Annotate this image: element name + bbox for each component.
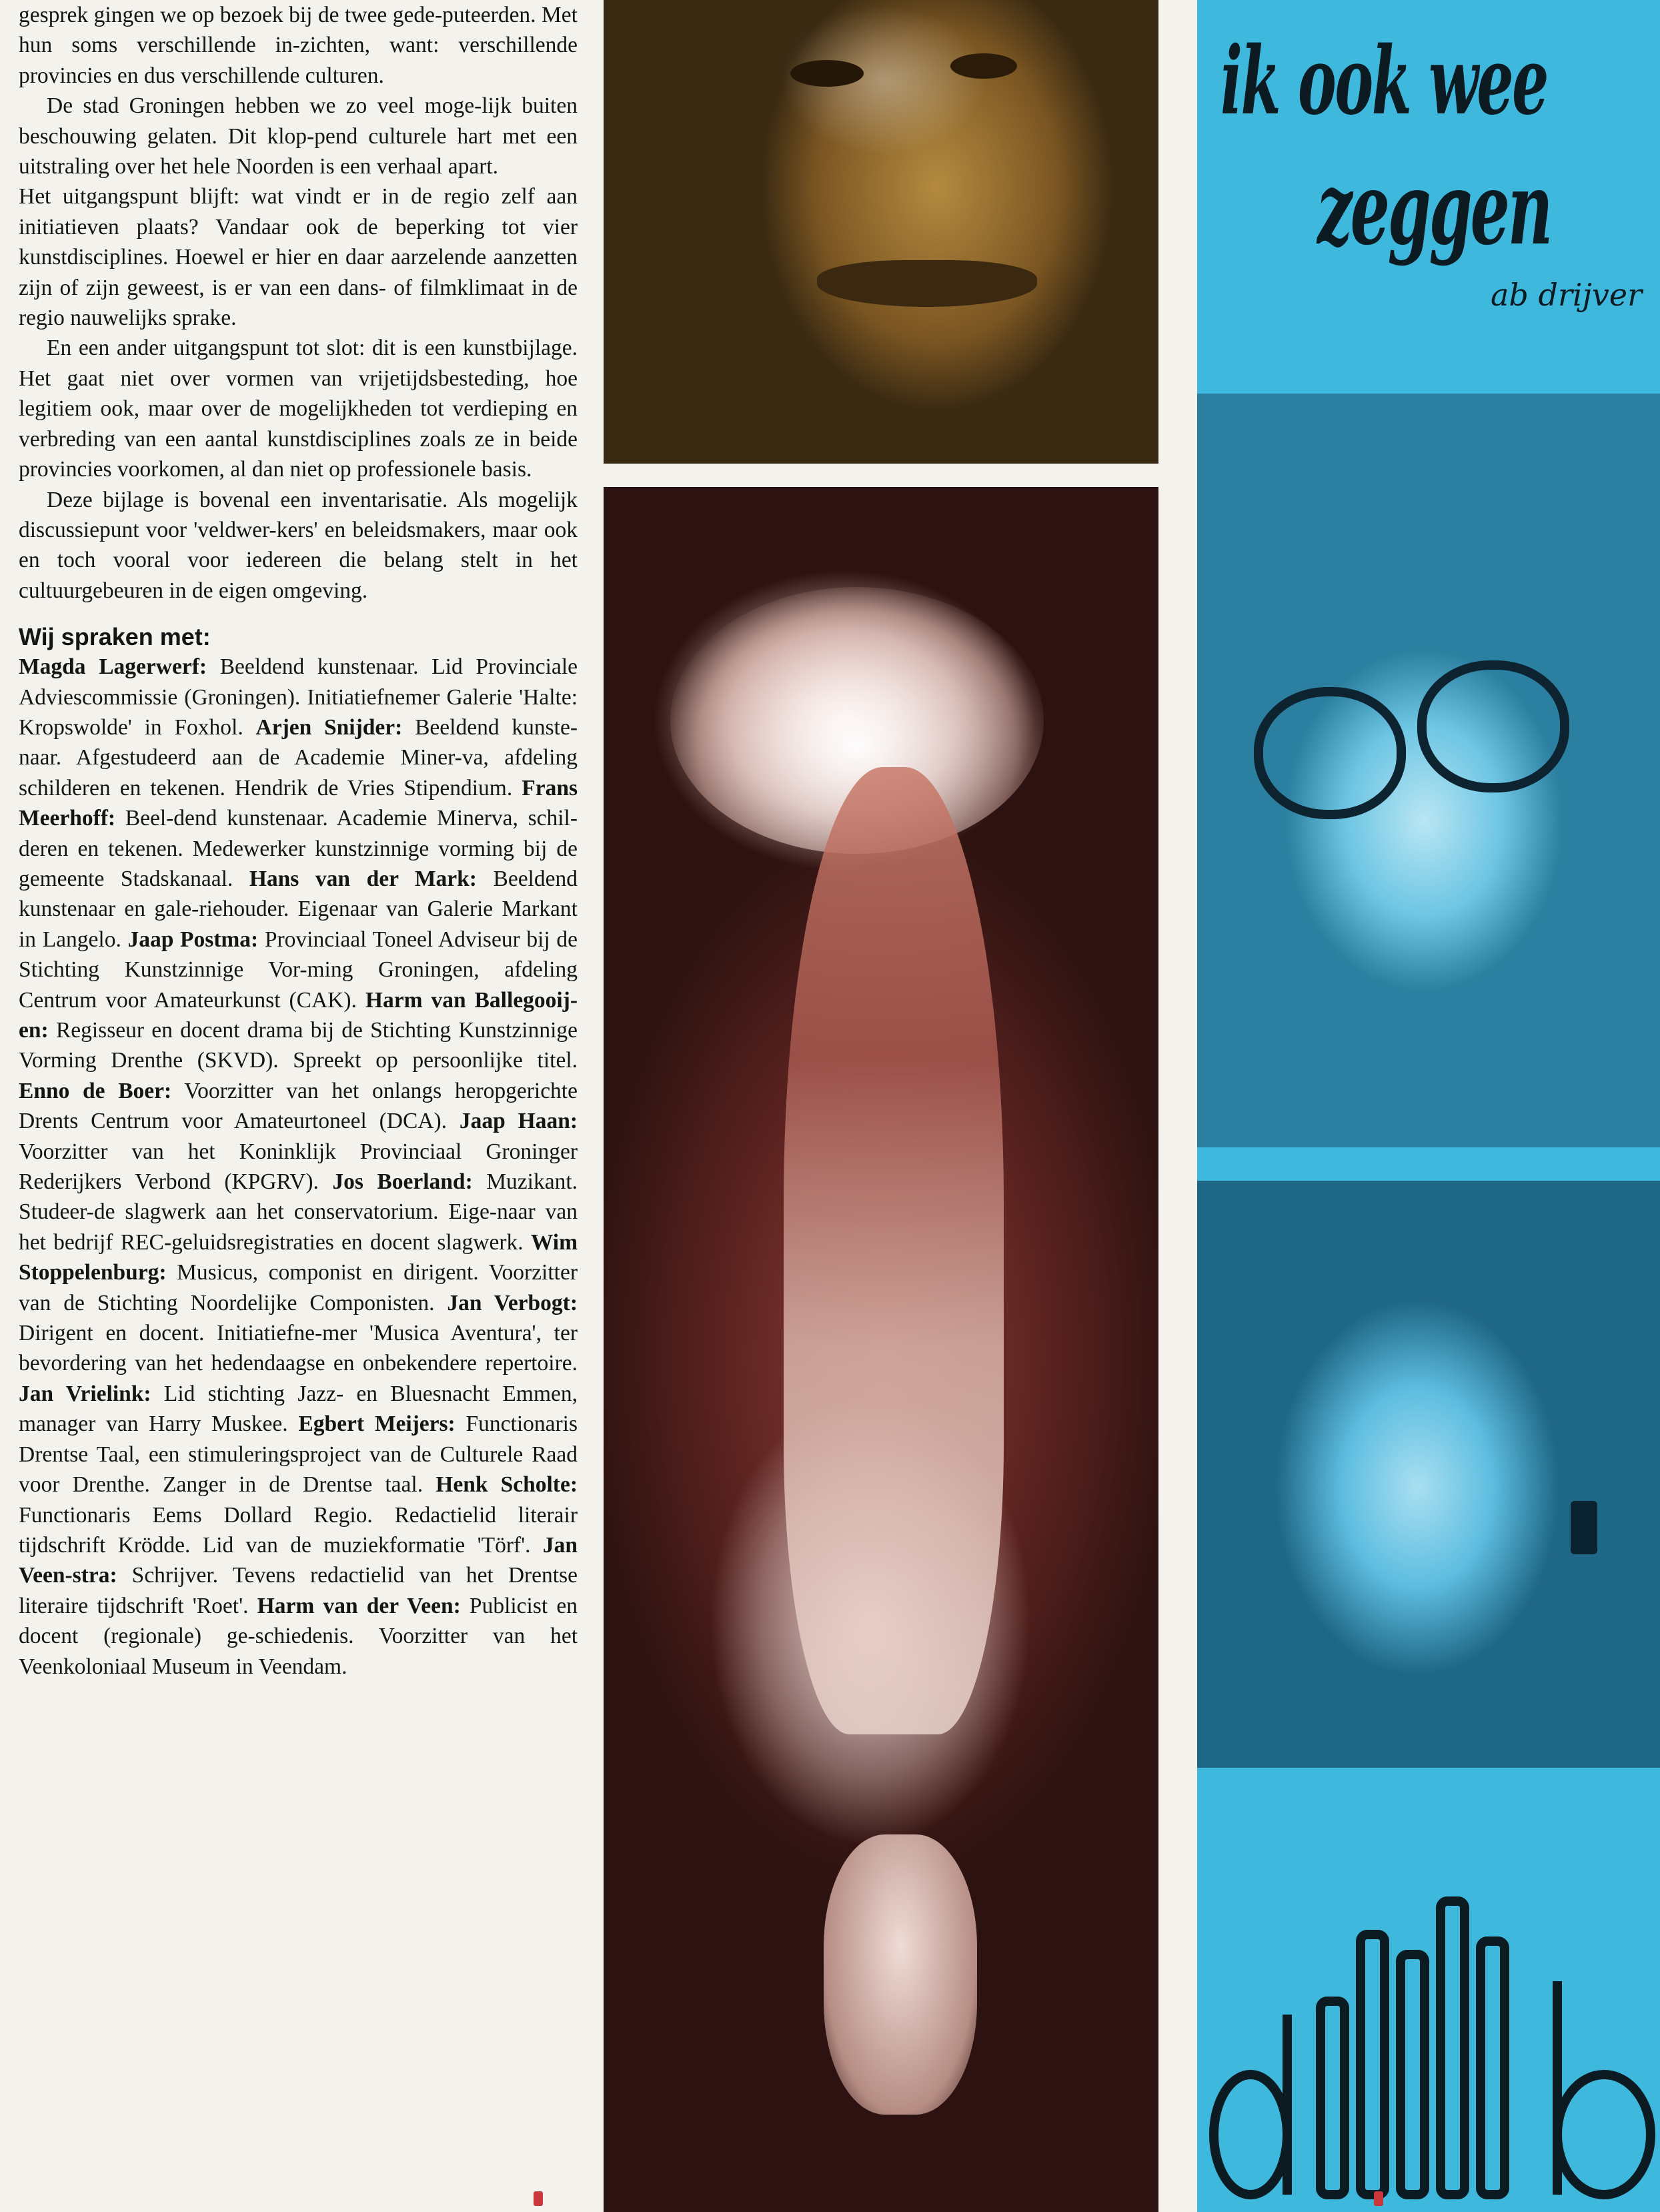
person-name: Jan Vrielink: [19, 1381, 151, 1406]
person-description: Voorzitter van het Koninklijk Provinciaal Groninger Rederijkers Verbond (KPGRV). [19, 1139, 578, 1195]
byline: ab drijver [1491, 277, 1643, 313]
people-list [19, 652, 578, 1682]
article-column [19, 0, 578, 2212]
person-name: Magda Lagerwerf: [19, 654, 207, 680]
people-heading: Wij spraken met: [19, 623, 211, 651]
person-name: Frans Meerhoff: [19, 775, 578, 831]
title-line-3: zeggen [1317, 150, 1551, 267]
person-name: Harm van der Veen: [257, 1593, 461, 1618]
person-description: Beel-dend kunstenaar. Academie Minerva, schil-deren en tekenen. Medewerker kunstzinnige vorming bij de gemeente Stadskanaal. [19, 806, 578, 891]
person-name: Enno de Boer: [19, 1078, 172, 1103]
dancer-pointe-shoe [824, 1834, 977, 2115]
woman-glasses-photo [1197, 394, 1660, 1147]
person-description: Regisseur en docent drama bij de Stichting Kunstzinnige Vorming Drenthe (SKVD). Spreekt op persoonlijke titel. [19, 1018, 578, 1073]
person-name: Hans van der Mark: [249, 866, 477, 891]
person-description: Musicus, componist en dirigent. Voorzitter van de Stichting Noordelijke Componisten. [19, 1260, 578, 1315]
portrait-moustache [817, 260, 1037, 307]
portrait-eye-left [790, 60, 864, 87]
person-description: Publicist en docent (regionale) ge-schiedenis. Voorzitter van het Veenkoloniaal Museum in Veendam. [19, 1593, 578, 1679]
person-name: Arjen Snijder: [255, 714, 403, 740]
person-description: Beeldend kunste-naar. Afgestudeerd aan de Academie Miner-va, afdeling schilderen en tekenen. Hendrik de Vries Stipendium. [19, 714, 578, 800]
earring [1571, 1501, 1597, 1554]
person-description: Beeldend kunstenaar. Lid Provinciale Adviescommissie (Groningen). Initiatiefnemer Galerie 'Halte: Kropswolde' in Foxhol. [19, 654, 578, 740]
person-description: Functionaris Drentse Taal, een stimuleringsproject van de Culturele Raad voor Drenthe. Zanger in de Drentse taal. [19, 1412, 578, 1498]
intro-paragraph-1: gesprek gingen we op bezoek bij de twee gede-puteerden. Met hun soms verschillende in-zichten, want: verschillende provincies en dus verschillende culturen. [19, 3, 578, 88]
portrait-eye-right [950, 53, 1017, 79]
person-description: Functionaris Eems Dollard Regio. Redactielid literair tijdschrift Krödde. Lid van de muziekformatie 'Törf'. [19, 1502, 578, 1558]
intro-paragraph-4: En een ander uitgangspunt tot slot: dit is een kunstbijlage. Het gaat niet over vormen van vrijetijdsbesteding, hoe legitiem ook, maar over de mogelijkheden tot verdieping en verbreding van een aantal kunstdisciplines zoals ze in beide provincies voorkomen, al dan niet op professionele basis. [19, 336, 578, 482]
person-name: Jan Verbogt: [447, 1290, 578, 1315]
title-panel [1197, 0, 1660, 2212]
intro-paragraph-2: De stad Groningen hebben we zo veel moge-lijk buiten beschouwing gelaten. Dit klop-pend culturele hart met een uitstraling over het hele Noorden is een verhaal apart. [19, 93, 578, 179]
person-description: Muzikant. Studeer-de slagwerk aan het conservatorium. Eige-naar van het bedrijf REC-geluidsregistraties en docent slagwerk. [19, 1169, 578, 1255]
person-description: Voorzitter van het onlangs heropgerichte Drents Centrum voor Amateurtoneel (DCA). [19, 1078, 578, 1134]
person-description: Dirigent en docent. Initiatiefne-mer 'Musica Aventura', ter bevordering van het hedendaagse en onbekendere repertoire. [19, 1321, 578, 1376]
person-name: Egbert Meijers: [298, 1412, 456, 1437]
person-description: Lid stichting Jazz- en Bluesnacht Emmen, manager van Harry Muskee. [19, 1381, 578, 1437]
person-description: Beeldend kunstenaar en gale-riehouder. Eigenaar van Galerie Markant in Langelo. [19, 866, 578, 952]
person-name: Jan Veen-stra: [19, 1532, 578, 1588]
dancer-figure [784, 767, 1004, 1734]
dllb-logo-icon [1197, 1801, 1660, 2212]
person-name: Harm van Ballegooij-en: [19, 987, 578, 1043]
person-description: Provinciaal Toneel Adviseur bij de Stichting Kunstzinnige Vor-ming Groningen, afdeling Centrum voor Amateurkunst (CAK). [19, 927, 578, 1013]
title-line-2: ik ook wee [1220, 27, 1547, 136]
dllb-logo [1197, 1801, 1660, 2212]
glasses-lens-left [1254, 687, 1406, 819]
intro-paragraph-3: Het uitgangspunt blijft: wat vindt er in de regio zelf aan initiatieven plaats? Vandaar ook de beperking tot vier kunstdisciplines. Hoewel er hier en daar aarzelende aanzetten zijn of zijn geweest, is er van een dans- of filmklimaat in de regio nauwelijks sprake. [19, 184, 578, 331]
woman-earring-photo [1197, 1181, 1660, 1768]
person-name: Henk Scholte: [436, 1472, 578, 1498]
print-mark [534, 2191, 543, 2206]
person-name: Jos Boerland: [332, 1169, 473, 1195]
person-name: Jaap Haan: [459, 1109, 578, 1134]
person-name: Jaap Postma: [127, 927, 259, 952]
intro-paragraph-5: Deze bijlage is bovenal een inventarisatie. Als mogelijk discussiepunt voor 'veldwer-kers' en beleidsmakers, maar ook en toch vooral voor iedereen die belang stelt in het cultuurgebeuren in de eigen omgeving. [19, 487, 578, 603]
print-mark [1374, 2191, 1383, 2206]
glasses-lens-right [1417, 660, 1569, 792]
person-name: Wim Stoppelenburg: [19, 1229, 578, 1285]
portrait-photo [604, 0, 1158, 464]
ballet-dancer-photo [604, 487, 1158, 2212]
person-description: Schrijver. Tevens redactielid van het Drentse literaire tijdschrift 'Roet'. [19, 1563, 578, 1618]
